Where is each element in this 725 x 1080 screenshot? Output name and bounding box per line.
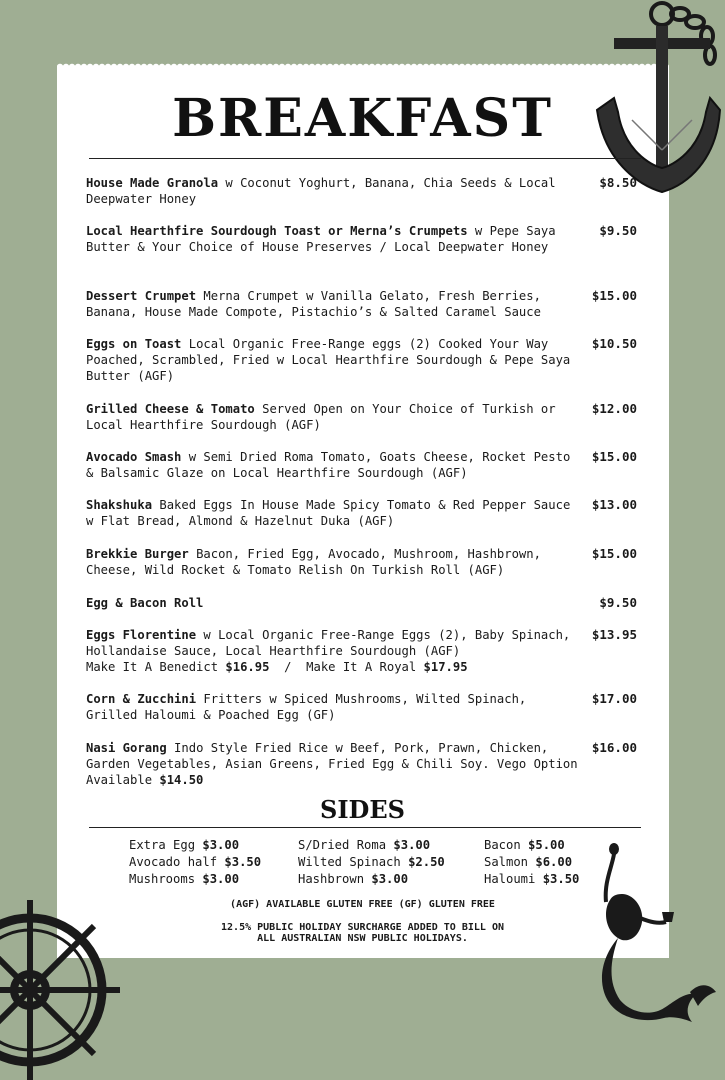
menu-item-price: $15.00 — [591, 546, 637, 561]
menu-item — [86, 497, 686, 529]
menu-item-price: $13.00 — [591, 497, 637, 512]
menu-item-price: $15.00 — [591, 449, 637, 464]
menu-item-description: Baked Eggs In House Made Spicy Tomato & Red Pepper Sauce w Flat Bread, Almond & Hazelnut Duka (AGF) — [86, 498, 571, 529]
menu-item-price: $8.50 — [599, 175, 637, 190]
royal-label: Make It A Royal — [306, 660, 424, 675]
menu-item-name: House Made Granola — [86, 176, 219, 190]
side-item-price: $2.50 — [408, 855, 445, 869]
menu-item-price: $16.00 — [591, 740, 637, 755]
side-item-name: Mushrooms — [129, 872, 203, 886]
menu-item — [86, 288, 686, 320]
menu-item-description: Local Organic Free-Range eggs (2) Cooked Your Way Poached, Scrambled, Fried w Local Hearthfire Sourdough & Pepe Saya Butter (AGF) — [86, 337, 571, 384]
menu-item-text — [86, 175, 578, 207]
menu-item-name: Dessert Crumpet — [86, 289, 197, 303]
menu-item-name: Nasi Gorang — [86, 741, 167, 755]
sides-column-1 — [129, 837, 261, 888]
side-item-name: Hashbrown — [298, 872, 372, 886]
side-item-name: Wilted Spinach — [298, 855, 409, 869]
menu-item-description: w Semi Dried Roma Tomato, Goats Cheese, Rocket Pesto & Balsamic Glaze on Local Hearthfire Sourdough (AGF) — [86, 450, 571, 481]
menu-item-text — [86, 627, 578, 659]
menu-item-text — [86, 546, 578, 578]
menu-item — [86, 336, 686, 385]
side-item — [484, 854, 579, 871]
menu-title: BREAKFAST — [172, 88, 553, 149]
menu-item-name: Shakshuka — [86, 498, 153, 512]
surcharge-line-2: ALL AUSTRALIAN NSW PUBLIC HOLIDAYS. — [257, 933, 468, 944]
menu-item-name: Egg & Bacon Roll — [86, 596, 204, 610]
side-item-name: Bacon — [484, 838, 529, 852]
menu-item-price: $17.00 — [591, 691, 637, 706]
menu-item-text — [86, 336, 578, 385]
florentine-upgrades — [86, 660, 468, 674]
menu-item-text — [86, 691, 578, 723]
side-item-price: $3.00 — [393, 838, 431, 852]
surcharge-note — [0, 922, 725, 944]
menu-item — [86, 223, 686, 255]
side-item-price: $3.00 — [371, 872, 409, 886]
menu-item-price: $10.50 — [591, 336, 637, 351]
side-item — [484, 871, 579, 888]
menu-item-text — [86, 449, 578, 481]
sides-title: SIDES — [320, 795, 405, 824]
side-item — [298, 837, 445, 854]
menu-item-text — [86, 401, 578, 433]
side-item-name: Salmon — [484, 855, 536, 869]
surcharge-line-1: 12.5% PUBLIC HOLIDAY SURCHARGE ADDED TO BILL ON — [221, 922, 504, 933]
menu-item — [86, 546, 686, 578]
side-item-price: $3.00 — [202, 838, 240, 852]
menu-item-text — [86, 740, 578, 789]
benedict-price: $16.95 — [225, 660, 270, 675]
upgrade-separator: / — [269, 660, 307, 675]
menu-item-description: Merna Crumpet w Vanilla Gelato, Fresh Berries, Banana, House Made Compote, Pistachio’s & Salted Caramel Sauce — [86, 289, 541, 320]
menu-item-price: $12.00 — [591, 401, 637, 416]
menu-item-name: Corn & Zucchini — [86, 692, 197, 706]
side-item-price: $3.50 — [542, 872, 580, 886]
menu-item-name: Eggs Florentine — [86, 628, 197, 642]
side-item — [129, 854, 261, 871]
menu-item-description: Indo Style Fried Rice w Beef, Pork, Prawn, Chicken, Garden Vegetables, Asian Greens, Fried Egg & Chili Soy. Vego Option Available — [86, 741, 578, 788]
side-item — [129, 871, 261, 888]
vego-option-price: $14.50 — [159, 773, 204, 788]
menu-item-text — [86, 595, 578, 611]
side-item-price: $3.00 — [202, 872, 240, 886]
menu-item-text — [86, 288, 578, 320]
menu-item-text — [86, 497, 578, 529]
side-item — [298, 854, 445, 871]
menu-item-price: $9.50 — [599, 223, 637, 238]
menu-item-description: Fritters w Spiced Mushrooms, Wilted Spinach, Grilled Haloumi & Poached Egg (GF) — [86, 692, 527, 723]
menu-item — [86, 595, 686, 611]
side-item-name: Extra Egg — [129, 838, 203, 852]
side-item — [298, 871, 445, 888]
menu-item — [86, 401, 686, 433]
menu-item-description: Bacon, Fried Egg, Avocado, Mushroom, Hashbrown, Cheese, Wild Rocket & Tomato Relish On Turkish Roll (AGF) — [86, 547, 541, 578]
menu-item-description: w Pepe Saya Butter & Your Choice of House Preserves / Local Deepwater Honey — [86, 224, 556, 255]
menu-item-description: w Coconut Yoghurt, Banana, Chia Seeds & Local Deepwater Honey — [86, 176, 556, 207]
gluten-note: (AGF) AVAILABLE GLUTEN FREE (GF) GLUTEN FREE — [230, 899, 495, 910]
sides-divider — [89, 827, 641, 828]
side-item-name: S/Dried Roma — [298, 838, 394, 852]
sides-column-2 — [298, 837, 445, 888]
title-divider — [89, 158, 641, 159]
royal-price: $17.95 — [423, 660, 468, 675]
menu-item-text — [86, 223, 578, 255]
side-item-price: $3.50 — [224, 855, 262, 869]
menu-item — [86, 449, 686, 481]
menu-item-description: Served Open on Your Choice of Turkish or Local Hearthfire Sourdough (AGF) — [86, 402, 556, 433]
menu-item-price: $9.50 — [599, 595, 637, 610]
menu-item — [86, 627, 686, 676]
menu-item — [86, 175, 686, 207]
menu-item-name: Grilled Cheese & Tomato — [86, 402, 255, 416]
side-item-price: $5.00 — [528, 838, 565, 852]
menu-item-price: $13.95 — [591, 627, 637, 642]
menu-item-name: Brekkie Burger — [86, 547, 189, 561]
benedict-label: Make It A Benedict — [86, 660, 226, 675]
menu-item-price: $15.00 — [591, 288, 637, 303]
menu-item-name: Eggs on Toast — [86, 337, 182, 351]
side-item-name: Avocado half — [129, 855, 225, 869]
side-item-price: $6.00 — [535, 855, 573, 869]
side-item-name: Haloumi — [484, 872, 543, 886]
side-item — [129, 837, 261, 854]
menu-item-name: Local Hearthfire Sourdough Toast or Merna’s Crumpets — [86, 224, 468, 238]
sides-column-3 — [484, 837, 579, 888]
menu-item-name: Avocado Smash — [86, 450, 182, 464]
menu-item — [86, 740, 686, 789]
menu-item-description: w Local Organic Free-Range Eggs (2), Baby Spinach, Hollandaise Sauce, Local Hearthfire Sourdough (AGF) — [86, 628, 571, 659]
side-item — [484, 837, 579, 854]
menu-item — [86, 691, 686, 723]
